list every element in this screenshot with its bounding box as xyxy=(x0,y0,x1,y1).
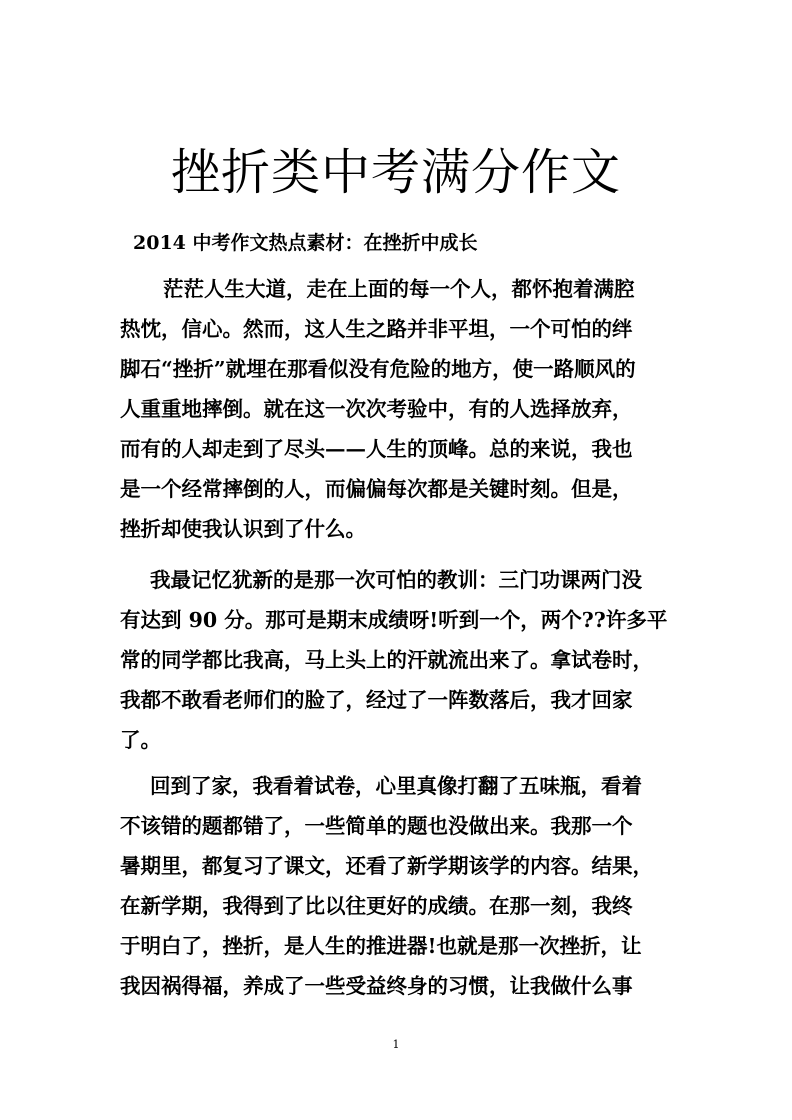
body-line: 暑期里，都复习了课文，还看了新学期该学的内容。结果， xyxy=(120,854,653,878)
body-line: 我最记忆犹新的是那一次可怕的教训：三门功课两门没 xyxy=(150,568,642,592)
subtitle: 2014 中考作文热点素材：在挫折中成长 xyxy=(133,232,478,254)
body-line: 我都不敢看老师们的脸了，经过了一阵数落后，我才回家 xyxy=(120,688,633,712)
body-line: 我因祸得福，养成了一些受益终身的习惯，让我做什么事 xyxy=(120,974,633,998)
body-line: 不该错的题都错了，一些简单的题也没做出来。我那一个 xyxy=(120,814,633,838)
body-line: 脚石“挫折”就埋在那看似没有危险的地方，使一路顺风的 xyxy=(120,357,636,381)
body-line: 常的同学都比我高，马上头上的汗就流出来了。拿试卷时， xyxy=(120,648,653,672)
body-line: 挫折却使我认识到了什么。 xyxy=(120,517,366,541)
body-line: 有达到 90 分。那可是期末成绩呀!听到一个，两个??许多平 xyxy=(120,608,668,632)
body-line: 是一个经常摔倒的人，而偏偏每次都是关键时刻。但是， xyxy=(120,477,633,501)
page-number: 1 xyxy=(392,1038,400,1051)
body-line: 人重重地摔倒。就在这一次次考验中，有的人选择放弃， xyxy=(120,397,633,421)
page-title: 挫折类中考满分作文 xyxy=(170,144,621,201)
body-line: 而有的人却走到了尽头——人生的顶峰。总的来说，我也 xyxy=(120,437,633,461)
body-line: 了。 xyxy=(120,728,161,752)
body-line: 在新学期，我得到了比以往更好的成绩。在那一刻，我终 xyxy=(120,894,633,918)
body-line: 于明白了，挫折，是人生的推进器!也就是那一次挫折，让 xyxy=(120,934,642,958)
body-line: 回到了家，我看着试卷，心里真像打翻了五味瓶，看着 xyxy=(150,774,642,798)
body-line: 热忱，信心。然而，这人生之路并非平坦，一个可怕的绊 xyxy=(120,317,633,341)
body-line: 茫茫人生大道，走在上面的每一个人，都怀抱着满腔 xyxy=(163,277,635,301)
